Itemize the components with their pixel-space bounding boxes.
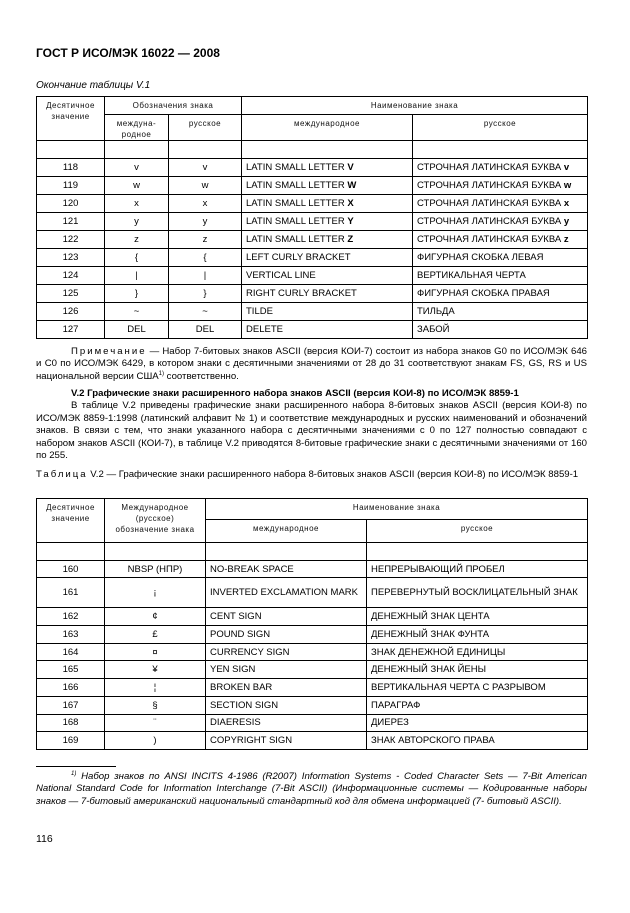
ru-name-cell: ДИЕРЕЗ	[367, 714, 588, 732]
table2-header-name-ru: русское	[367, 519, 588, 542]
footnote-text: Набор знаков по ANSI INCITS 4-1986 (R2007) Information Systems - Coded Character Sets — 7-Bit American National Standard Code for Information Interchange (7-Bit ASCII) (Информационные системы — Кодированные наборы знаков — 7-битовый американский национальный стандартный код для обмена информацией (7- битовый ASCII).	[36, 771, 587, 807]
intl-name-letter: Z	[347, 234, 354, 245]
ru-name-letter: y	[563, 216, 570, 227]
intl-name-cell: COPYRIGHT SIGN	[206, 732, 367, 750]
decimal-cell: 163	[37, 626, 105, 644]
intl-symbol-cell: x	[105, 195, 169, 213]
table-row	[37, 285, 588, 303]
intl-name-text: LEFT CURLY BRACKET	[246, 252, 351, 263]
decimal-cell: 167	[37, 696, 105, 714]
table2-header-name: Наименование знака	[206, 499, 588, 520]
intl-name-cell: DIAERESIS	[206, 714, 367, 732]
symbol-cell: ¨	[105, 714, 206, 732]
intl-name-cell: YEN SIGN	[206, 661, 367, 679]
decimal-cell: 119	[37, 177, 105, 195]
decimal-cell: 161	[37, 578, 105, 608]
page-header-title: ГОСТ Р ИСО/МЭК 16022 — 2008	[36, 46, 220, 60]
decimal-cell: 165	[37, 661, 105, 679]
table-row	[37, 578, 588, 608]
intl-name-letter: X	[347, 198, 354, 209]
decimal-cell: 168	[37, 714, 105, 732]
ru-symbol-cell: v	[169, 159, 242, 177]
intl-name-text: LATIN SMALL LETTER	[246, 198, 348, 209]
intl-name-text: TILDE	[246, 306, 273, 317]
ru-name-text: ЗАБОЙ	[417, 324, 450, 335]
ru-symbol-cell: {	[169, 249, 242, 267]
table-row	[37, 195, 588, 213]
intl-symbol-cell: v	[105, 159, 169, 177]
table2-header-designation: Международное (русское) обозначение знака	[105, 499, 206, 543]
ru-name-cell	[413, 267, 588, 285]
section-v2	[36, 388, 587, 462]
symbol-cell: ¡	[105, 578, 206, 608]
table-row	[37, 643, 588, 661]
ru-name-text: ФИГУРНАЯ СКОБКА ЛЕВАЯ	[417, 252, 544, 263]
intl-symbol-cell: y	[105, 213, 169, 231]
note-text-end: соответственно.	[164, 370, 239, 382]
decimal-cell: 126	[37, 303, 105, 321]
ru-name-cell	[413, 213, 588, 231]
ru-name-cell	[413, 321, 588, 339]
intl-name-cell: INVERTED EXCLAMATION MARK	[206, 578, 367, 608]
table-row	[37, 213, 588, 231]
ru-symbol-cell: y	[169, 213, 242, 231]
table-row	[37, 626, 588, 644]
ru-name-letter: z	[563, 234, 569, 245]
symbol-cell: £	[105, 626, 206, 644]
table1-note	[36, 346, 587, 383]
intl-name-text: LATIN SMALL LETTER	[246, 162, 348, 173]
ru-symbol-cell: z	[169, 231, 242, 249]
table-row	[37, 231, 588, 249]
intl-symbol-cell: {	[105, 249, 169, 267]
symbol-cell: §	[105, 696, 206, 714]
intl-name-cell	[242, 195, 413, 213]
decimal-cell: 127	[37, 321, 105, 339]
table-row	[37, 696, 588, 714]
ru-name-text: СТРОЧНАЯ ЛАТИНСКАЯ БУКВА	[417, 216, 564, 227]
intl-name-cell	[242, 285, 413, 303]
table-row	[37, 714, 588, 732]
decimal-cell: 166	[37, 679, 105, 697]
intl-name-letter: W	[347, 180, 357, 191]
intl-name-text: LATIN SMALL LETTER	[246, 180, 348, 191]
decimal-cell: 122	[37, 231, 105, 249]
intl-name-letter: Y	[347, 216, 354, 227]
ru-name-text: ТИЛЬДА	[417, 306, 455, 317]
table-row	[37, 267, 588, 285]
decimal-cell: 123	[37, 249, 105, 267]
note-label: Примечание	[71, 346, 147, 357]
ru-symbol-cell: DEL	[169, 321, 242, 339]
ru-name-cell	[413, 249, 588, 267]
symbol-cell: ¤	[105, 643, 206, 661]
intl-name-cell: NO-BREAK SPACE	[206, 560, 367, 578]
table1	[36, 96, 588, 339]
intl-symbol-cell: }	[105, 285, 169, 303]
symbol-cell: )	[105, 732, 206, 750]
note-footnote-ref: 1)	[158, 370, 165, 377]
table2-caption-label: Таблица	[36, 469, 88, 480]
intl-name-cell: SECTION SIGN	[206, 696, 367, 714]
intl-name-cell	[242, 249, 413, 267]
ru-name-cell: ВЕРТИКАЛЬНАЯ ЧЕРТА С РАЗРЫВОМ	[367, 679, 588, 697]
table-row	[37, 560, 588, 578]
table2-header-decimal: Десятичное значение	[37, 499, 105, 543]
ru-name-cell	[413, 231, 588, 249]
ru-name-text: СТРОЧНАЯ ЛАТИНСКАЯ БУКВА	[417, 162, 564, 173]
table-row	[37, 661, 588, 679]
intl-name-cell: POUND SIGN	[206, 626, 367, 644]
intl-name-text: LATIN SMALL LETTER	[246, 216, 348, 227]
intl-name-text: DELETE	[246, 324, 283, 335]
intl-name-cell	[242, 177, 413, 195]
intl-symbol-cell: z	[105, 231, 169, 249]
table1-header-name: Наименование знака	[242, 97, 588, 115]
ru-name-text: СТРОЧНАЯ ЛАТИНСКАЯ БУКВА	[417, 180, 564, 191]
table1-caption: Окончание таблицы V.1	[36, 80, 151, 91]
ru-name-cell: ЗНАК ДЕНЕЖНОЙ ЕДИНИЦЫ	[367, 643, 588, 661]
table-row	[37, 608, 588, 626]
section-heading: V.2 Графические знаки расширенного набора знаков ASCII (версия КОИ-8) по ИСО/МЭК 8859-1	[71, 388, 519, 399]
ru-name-text: ВЕРТИКАЛЬНАЯ ЧЕРТА	[417, 270, 526, 281]
decimal-cell: 120	[37, 195, 105, 213]
ru-name-cell: ПАРАГРАФ	[367, 696, 588, 714]
table-row	[37, 303, 588, 321]
ru-symbol-cell: x	[169, 195, 242, 213]
intl-name-cell	[242, 267, 413, 285]
table1-header-name-intl: международное	[242, 115, 413, 141]
decimal-cell: 124	[37, 267, 105, 285]
ru-name-cell: ПЕРЕВЕРНУТЫЙ ВОСКЛИЦАТЕЛЬНЫЙ ЗНАК	[367, 578, 588, 608]
intl-symbol-cell: ~	[105, 303, 169, 321]
ru-name-letter: x	[563, 198, 570, 209]
note-text: — Набор 7-битовых знаков ASCII (версия КОИ-7) состоит из набора знаков G0 по ИСО/МЭК 646 и C0 по ИСО/МЭК 6429, в котором знаки с десятичными значениями от 28 до 31 соответствуют знакам FS, GS, RS и US национальной версии США	[36, 346, 587, 382]
intl-symbol-cell: DEL	[105, 321, 169, 339]
intl-name-cell: CENT SIGN	[206, 608, 367, 626]
table-row	[37, 679, 588, 697]
intl-name-cell	[242, 159, 413, 177]
footnote-divider	[36, 766, 116, 767]
ru-name-cell: ЗНАК АВТОРСКОГО ПРАВА	[367, 732, 588, 750]
ru-name-cell	[413, 303, 588, 321]
symbol-cell: ¢	[105, 608, 206, 626]
intl-name-letter: V	[347, 162, 354, 173]
decimal-cell: 118	[37, 159, 105, 177]
table-row	[37, 249, 588, 267]
table-row	[37, 159, 588, 177]
table1-header-designation-ru: русское	[169, 115, 242, 141]
footnote	[36, 771, 587, 808]
page-number: 116	[36, 833, 53, 845]
intl-symbol-cell: |	[105, 267, 169, 285]
ru-name-cell	[413, 177, 588, 195]
table-row	[37, 732, 588, 750]
intl-name-cell: BROKEN BAR	[206, 679, 367, 697]
table2	[36, 498, 588, 750]
decimal-cell: 162	[37, 608, 105, 626]
table1-header-decimal: Десятичное значение	[37, 97, 105, 141]
ru-name-cell: ДЕНЕЖНЫЙ ЗНАК ЦЕНТА	[367, 608, 588, 626]
symbol-cell: ¦	[105, 679, 206, 697]
intl-name-cell	[242, 303, 413, 321]
intl-name-text: RIGHT CURLY BRACKET	[246, 288, 357, 299]
ru-name-letter: w	[563, 180, 572, 191]
ru-symbol-cell: |	[169, 267, 242, 285]
ru-name-text: СТРОЧНАЯ ЛАТИНСКАЯ БУКВА	[417, 234, 564, 245]
symbol-cell: NBSP (НПР)	[105, 560, 206, 578]
ru-symbol-cell: ~	[169, 303, 242, 321]
table2-caption-text: V.2 — Графические знаки расширенного набора 8-битовых знаков ASCII (версия КОИ-8) по ИСО/МЭК 8859-1	[87, 469, 579, 480]
intl-name-cell	[242, 321, 413, 339]
table-row	[37, 321, 588, 339]
table1-header-designation: Обозначения знака	[105, 97, 242, 115]
table1-header-name-ru: русское	[413, 115, 588, 141]
decimal-cell: 121	[37, 213, 105, 231]
decimal-cell: 125	[37, 285, 105, 303]
ru-name-text: ФИГУРНАЯ СКОБКА ПРАВАЯ	[417, 288, 550, 299]
ru-name-cell	[413, 159, 588, 177]
ru-name-cell: НЕПРЕРЫВАЮЩИЙ ПРОБЕЛ	[367, 560, 588, 578]
footnote-marker: 1)	[71, 770, 77, 777]
section-body: В таблице V.2 приведены графические знаки расширенного набора 8-битовых знаков ASCII (версия КОИ-8) по ИСО/МЭК 8859-1:1998 (латинский алфавит № 1) и соответствие международных и русских наименований и обозначений знаков. В связи с тем, что знаки указанного набора с десятичными значениями с 0 по 127 полностью совпадают с набором знаков ASCII (КОИ-7), в таблице V.2 приводятся 8-битовые графические знаки с десятичными значениями от 160 по 255.	[36, 400, 587, 462]
ru-symbol-cell: w	[169, 177, 242, 195]
table1-header-designation-intl: междуна-родное	[105, 115, 169, 141]
intl-name-cell: CURRENCY SIGN	[206, 643, 367, 661]
intl-name-text: LATIN SMALL LETTER	[246, 234, 348, 245]
decimal-cell: 160	[37, 560, 105, 578]
ru-name-cell	[413, 285, 588, 303]
ru-name-cell: ДЕНЕЖНЫЙ ЗНАК ФУНТА	[367, 626, 588, 644]
symbol-cell: ¥	[105, 661, 206, 679]
ru-name-letter: v	[563, 162, 570, 173]
intl-name-cell	[242, 213, 413, 231]
ru-name-cell: ДЕНЕЖНЫЙ ЗНАК ЙЕНЫ	[367, 661, 588, 679]
table-row	[37, 177, 588, 195]
ru-name-text: СТРОЧНАЯ ЛАТИНСКАЯ БУКВА	[417, 198, 564, 209]
intl-symbol-cell: w	[105, 177, 169, 195]
decimal-cell: 169	[37, 732, 105, 750]
ru-name-cell	[413, 195, 588, 213]
table2-caption	[36, 469, 587, 481]
ru-symbol-cell: }	[169, 285, 242, 303]
intl-name-text: VERTICAL LINE	[246, 270, 316, 281]
table2-header-name-intl: международное	[206, 519, 367, 542]
decimal-cell: 164	[37, 643, 105, 661]
intl-name-cell	[242, 231, 413, 249]
